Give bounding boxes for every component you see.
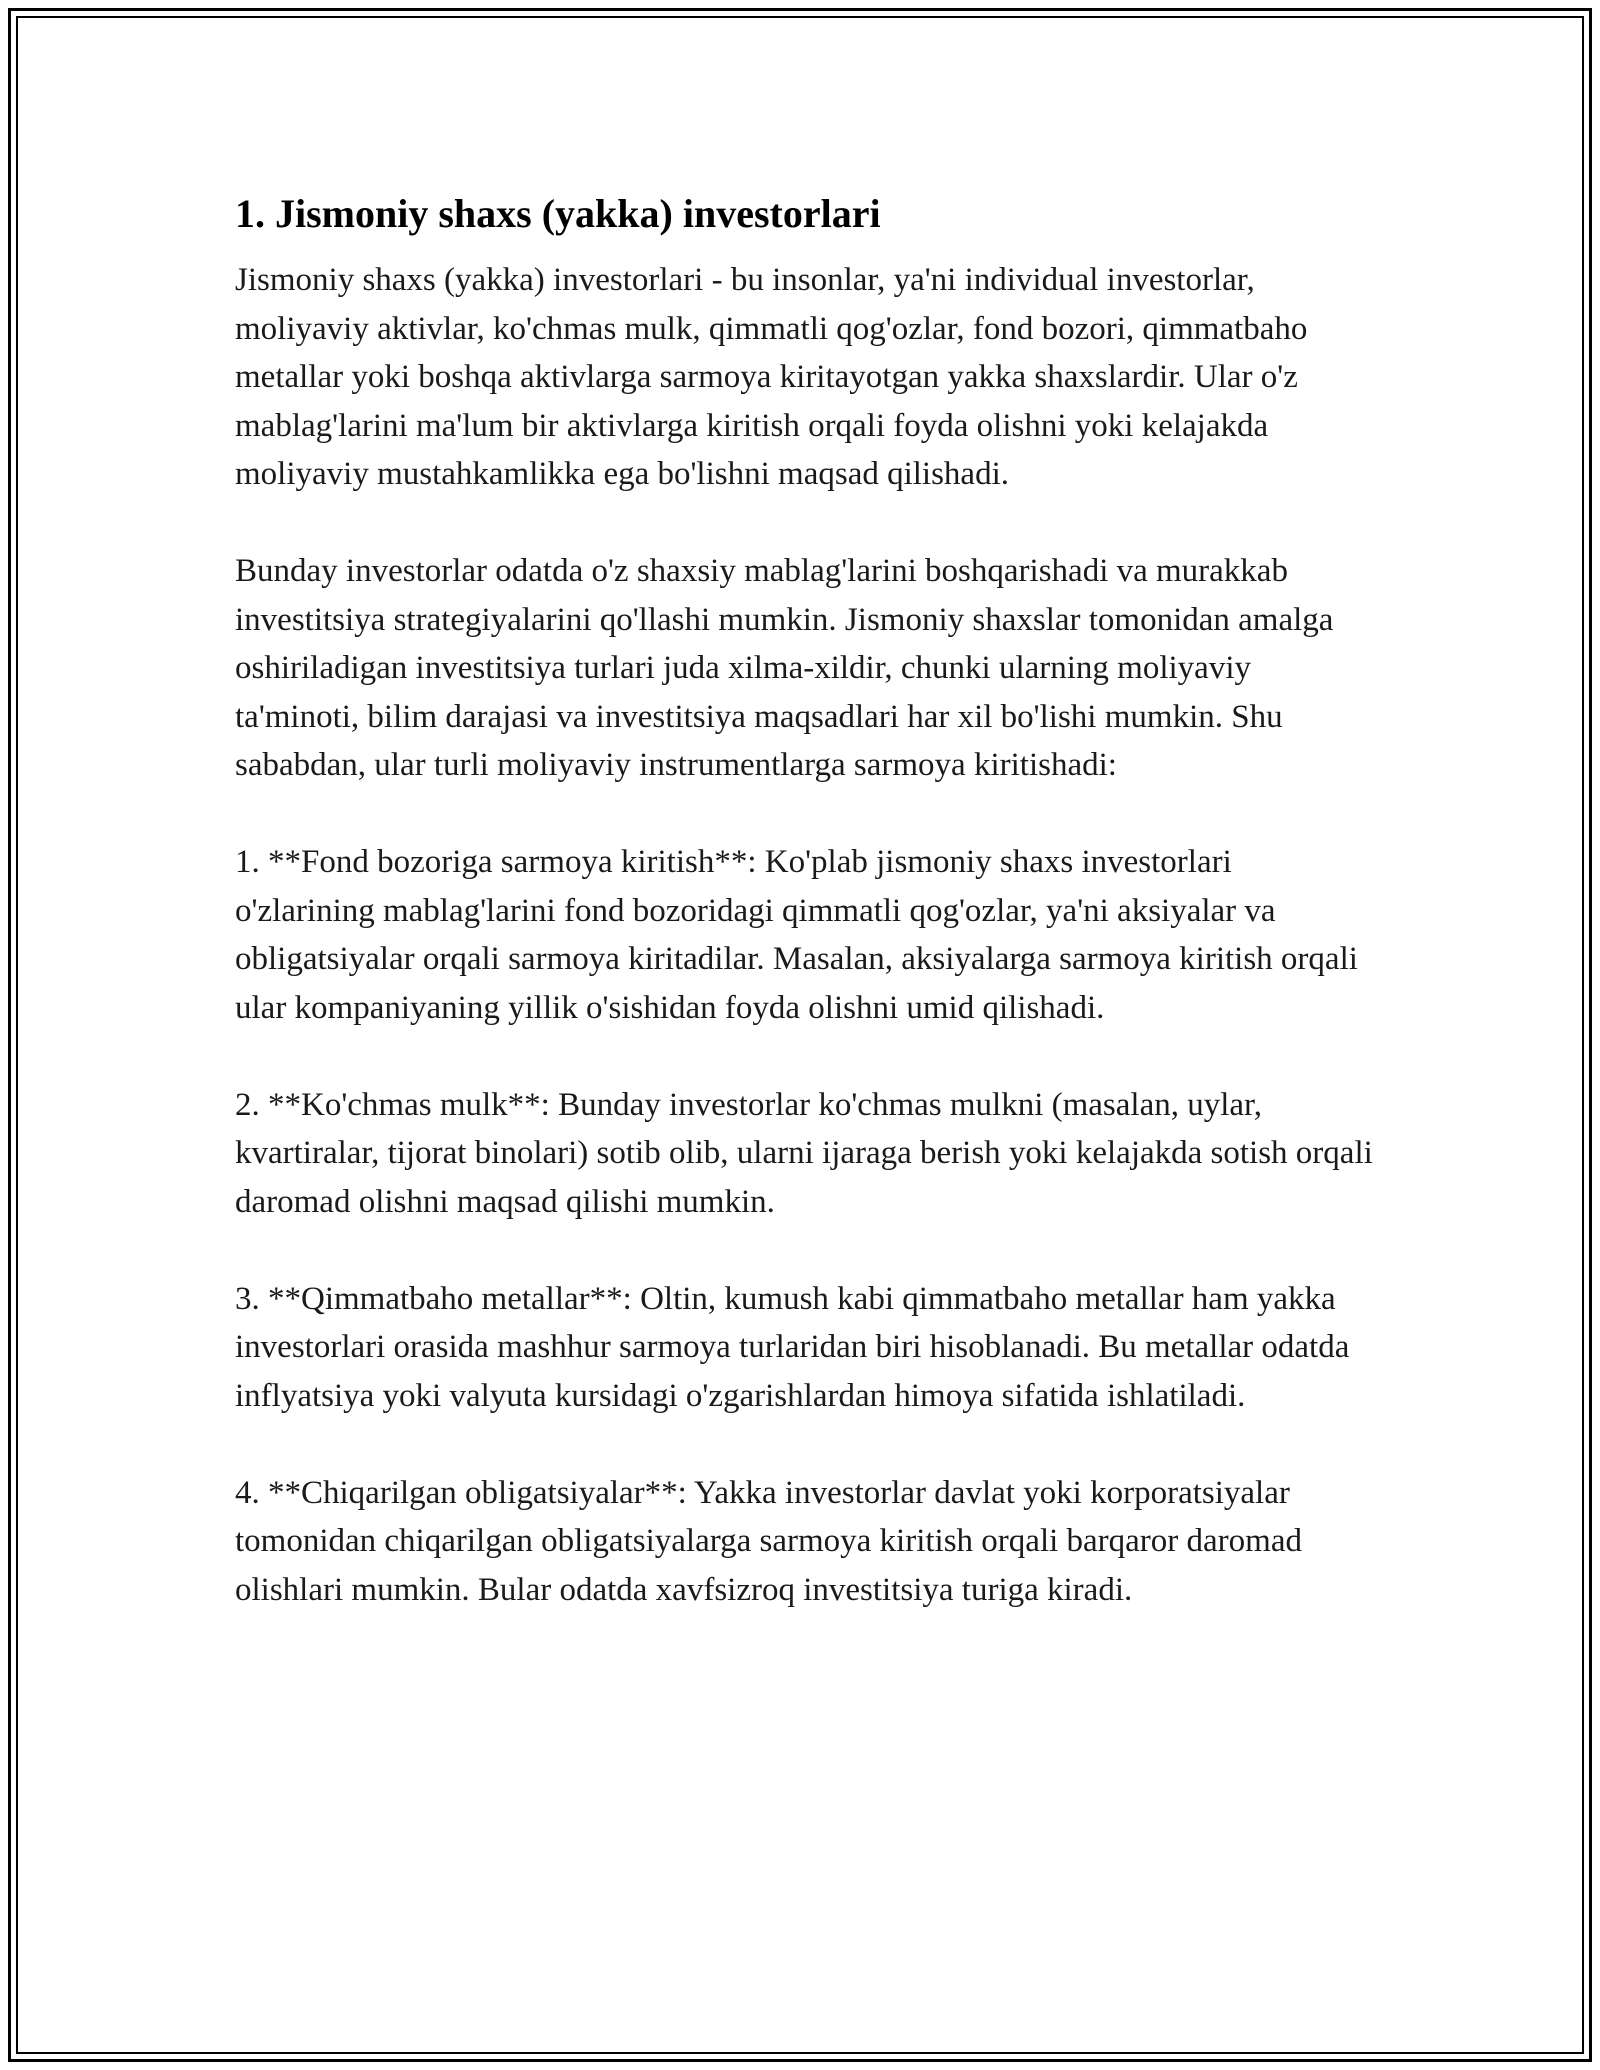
list-item-stock-market: 1. **Fond bozoriga sarmoya kiritish**: Ko'plab jismoniy shaxs investorlari o'zlarining mablag'larini fond bozoridagi qimmatli qog'ozlar, ya'ni aksiyalar va obligatsiyalar orqali sarmoya kiritadilar. Masalan, aksiyalarga sarmoya kiritish orqali ular kompaniyaning yillik o'sishidan foyda olishni umid qilishadi.: [235, 844, 1358, 1026]
document-body: [235, 188, 1375, 1614]
section-heading: 1. Jismoniy shaxs (yakka) investorlari: [235, 191, 881, 236]
list-item-real-estate: 2. **Ko'chmas mulk**: Bunday investorlar ko'chmas mulkni (masalan, uylar, kvartiralar, tijorat binolari) sotib olib, ularni ijaraga berish yoki kelajakda sotish orqali daromad olishni maqsad qilishi mumkin.: [235, 1086, 1373, 1220]
paragraph-investment-types: Bunday investorlar odatda o'z shaxsiy mablag'larini boshqarishadi va murakkab investitsiya strategiyalarini qo'llashi mumkin. Jismoniy shaxslar tomonidan amalga oshiriladigan investitsiya turlari juda xilma-xildir, chunki ularning moliyaviy ta'minoti, bilim darajasi va investitsiya maqsadlari har xil bo'lishi mumkin. Shu sababdan, ular turli moliyaviy instrumentlarga sarmoya kiritishadi:: [235, 553, 1334, 783]
list-item-precious-metals: 3. **Qimmatbaho metallar**: Oltin, kumush kabi qimmatbaho metallar ham yakka investorlari orasida mashhur sarmoya turlaridan biri hisoblanadi. Bu metallar odatda inflyatsiya yoki valyuta kursidagi o'zgarishlardan himoya sifatida ishlatiladi.: [235, 1280, 1350, 1414]
list-item-bonds: 4. **Chiqarilgan obligatsiyalar**: Yakka investorlar davlat yoki korporatsiyalar tomonidan chiqarilgan obligatsiyalarga sarmoya kiritish orqali barqaror daromad olishlari mumkin. Bular odatda xavfsizroq investitsiya turiga kiradi.: [235, 1474, 1302, 1608]
paragraph-intro: Jismoniy shaxs (yakka) investorlari - bu insonlar, ya'ni individual investorlar, moliyaviy aktivlar, ko'chmas mulk, qimmatli qog'ozlar, fond bozori, qimmatbaho metallar yoki boshqa aktivlarga sarmoya kiritayotgan yakka shaxslardir. Ular o'z mablag'larini ma'lum bir aktivlarga kiritish orqali foyda olishni yoki kelajakda moliyaviy mustahkamlikka ega bo'lishni maqsad qilishadi.: [235, 262, 1308, 492]
